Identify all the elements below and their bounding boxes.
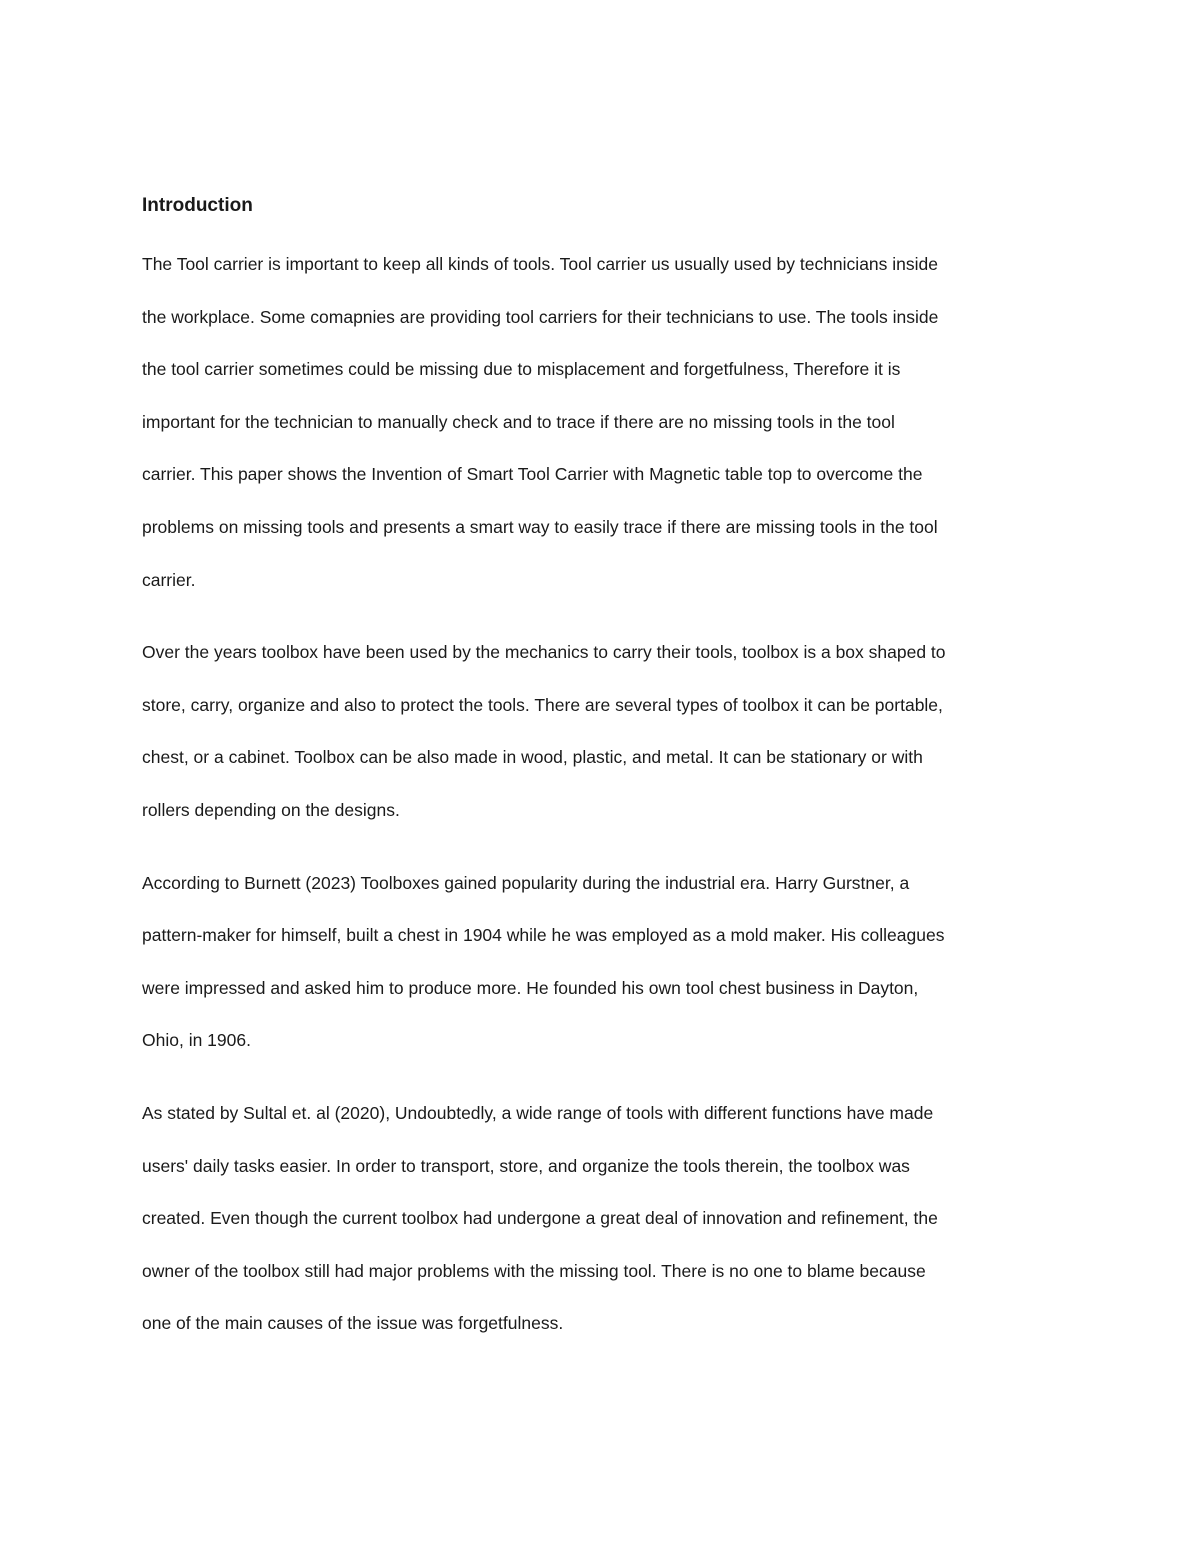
text-line: one of the main causes of the issue was forgetfulness. (142, 1313, 564, 1334)
paragraph-3 (142, 857, 1082, 1067)
paragraph-4 (142, 1087, 1082, 1350)
paragraph-1 (142, 238, 1082, 606)
text-line: According to Burnett (2023) Toolboxes gained popularity during the industrial era. Harry Gurstner, a (142, 872, 910, 893)
text-line: pattern-maker for himself, built a chest in 1904 while he was employed as a mold maker. His colleagues (142, 925, 945, 946)
text-line: As stated by Sultal et. al (2020), Undoubtedly, a wide range of tools with different functions have made (142, 1102, 934, 1123)
text-line: Ohio, in 1906. (142, 1030, 251, 1051)
text-line: important for the technician to manually check and to trace if there are no missing tools in the tool (142, 411, 895, 432)
text-line: carrier. (142, 569, 196, 590)
text-line: carrier. This paper shows the Invention of Smart Tool Carrier with Magnetic table top to overcome the (142, 464, 923, 485)
text-line: were impressed and asked him to produce more. He founded his own tool chest business in Dayton, (142, 977, 919, 998)
text-line: problems on missing tools and presents a smart way to easily trace if there are missing tools in the tool (142, 516, 938, 537)
section-heading: Introduction (142, 195, 253, 216)
text-line: the workplace. Some comapnies are providing tool carriers for their technicians to use. The tools inside (142, 306, 939, 327)
text-line: store, carry, organize and also to protect the tools. There are several types of toolbox it can be portable, (142, 694, 943, 715)
text-line: created. Even though the current toolbox had undergone a great deal of innovation and refinement, the (142, 1208, 938, 1229)
text-line: Over the years toolbox have been used by the mechanics to carry their tools, toolbox is a box shaped to (142, 642, 946, 663)
document-body (142, 188, 1082, 1370)
text-line: users' daily tasks easier. In order to transport, store, and organize the tools therein, the toolbox was (142, 1155, 910, 1176)
paragraph-2 (142, 626, 1082, 836)
text-line: the tool carrier sometimes could be missing due to misplacement and forgetfulness, Therefore it is (142, 359, 901, 380)
text-line: owner of the toolbox still had major problems with the missing tool. There is no one to blame because (142, 1260, 926, 1281)
text-line: rollers depending on the designs. (142, 799, 400, 820)
text-line: The Tool carrier is important to keep all kinds of tools. Tool carrier us usually used by technicians inside (142, 254, 938, 274)
text-line: chest, or a cabinet. Toolbox can be also made in wood, plastic, and metal. It can be stationary or with (142, 747, 923, 768)
